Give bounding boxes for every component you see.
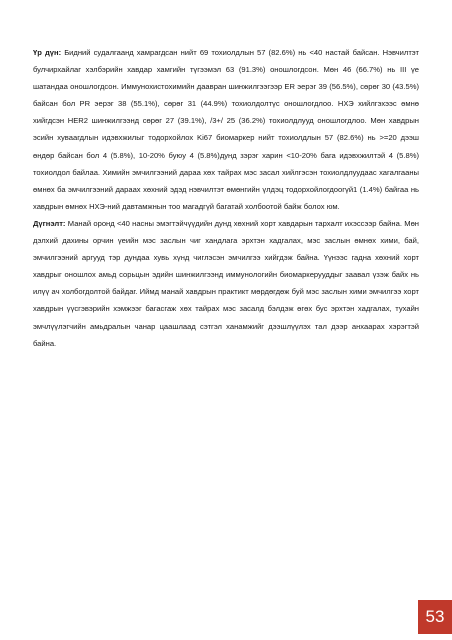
page-number: 53 [418,600,452,634]
conclusion-paragraph [33,215,419,352]
results-text: Бидний судалгаанд хамрагдсан нийт 69 тохиолдлын 57 (82.6%) нь <40 настай байсан. Нэвчилтэт булчирхайлаг хэлбэрийн хавдар хамгийн түгээмэл 63 (91.3%) оношлогдсон. Мөн 46 (66.7%) нь III үе шатандаа оношлогдсон. Иммунохистохимийн даавран шинжилгээгээр ER эерэг 39 (56.5%), сөрөг 30 (43.5%) байсан бол PR эерэг 38 (55.1%), сөрөг 31 (44.9%) тохиолдолтүс оношлогдлоо. НХЭ хийлгэхээс өмнө хийгдсэн HER2 шинжилгээнд сөрөг 27 (39.1%), /3+/ 25 (36.2%) тохиолдлууд оношлогдлоо. Мөн хавдрын эсийн хуваагдлын идэвхжилыг тодорхойлох Ki67 биомаркер нийт тохиолдлын 57 (82.6%) нь >=20 дээш өндөр байсан бол 4 (5.8%), 10-20% буюу 4 (5.8%)дунд зэрэг харин <10-20% бага идэвхжилтэй 4 (5.8%) тохиолдол байлаа. Химийн эмчилгээний дараа хөх тайрах мэс засал хийлгэсэн тохиолдлуудаас хагалгааны өмнөх ба эмчилгээний дараах хөхний эдэд нэвчилтэт өмөнгийн үлдэц тодорхойлогдоогүй1 (1.4%) байгаа нь хавдрын өмнөх НХЭ-ний давтамжнын тоо магадгүй багатай холбоотой байж болох юм. [33,48,419,211]
results-paragraph [33,44,419,215]
results-label: Үр дүн: [33,48,62,57]
conclusion-text: Манай оронд <40 насны эмэгтэйчүүдийн дунд хөхний хорт хавдарын тархалт ихэссээр байна. Мөн дэлхий дахины орчин үеийн мэс заслын чиг хандлага эрхтэн хадгалах, мэс заслын өмнөх хими, бай, эмчилгээний аргууд тэр дундаа хувь хүнд чиглэсэн эмчилгээ хийгдэж байна. Үүнээс гадна хөхний хорт хавдрыг оношлох амьд сорьцын эдийн шинжилгээнд иммунологийн биомаркерууддыг заавал үзэж байх нь илүү ач холбогдолтой байдаг. Иймд манай хавдрын практикт мөрдөгдөж буй мэс заслын хими эмчилгээ хорт хавдрын үүсгэвэрийн хэмжээг багасгаж хөх тайрах мэс засалд бэлдэж өгөх бус эрхтэн хадгалах, тухайн эмчлүүлэгчийн амьдралын чанар цаашлаад сэтгэл ханамжийг дээшлүүлэх тал дээр анхаарах хэрэгтэй байна. [33,218,419,348]
conclusion-label: Дүгнэлт: [33,218,66,228]
body-text [33,44,419,352]
